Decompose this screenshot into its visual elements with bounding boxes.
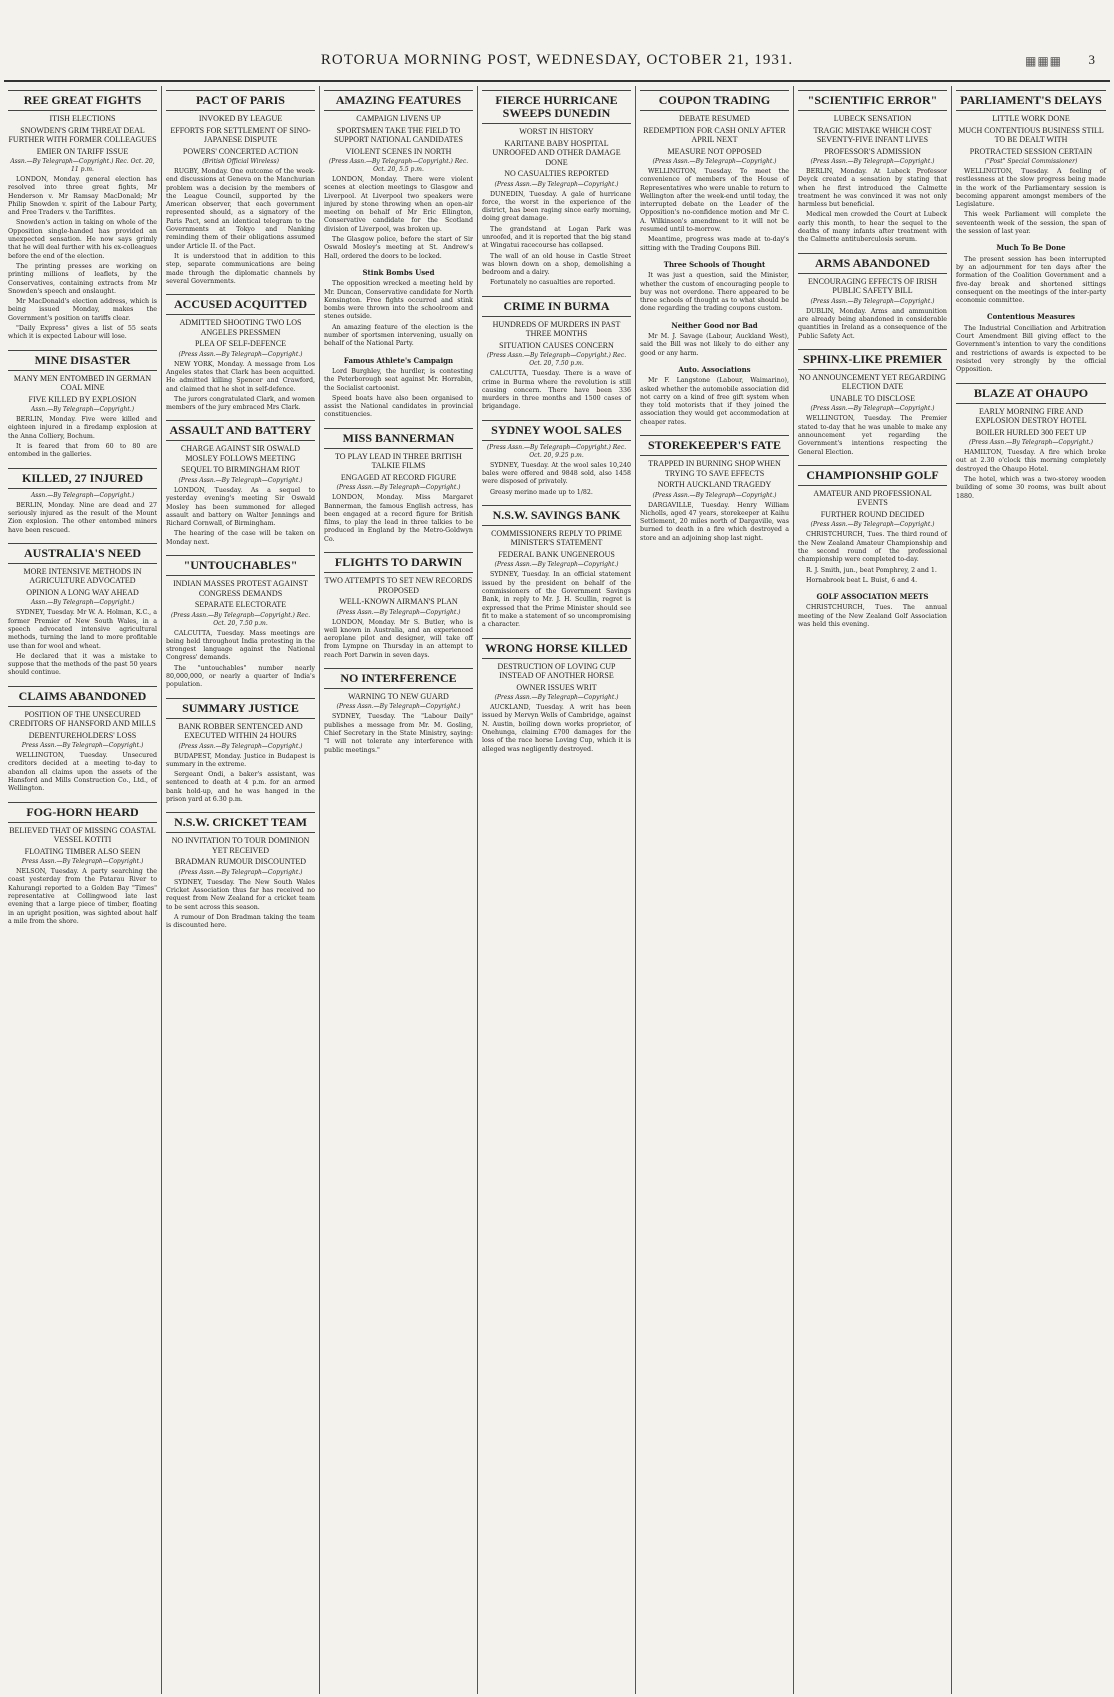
article-deck: MEASURE NOT OPPOSED: [667, 146, 762, 156]
article-deck: MORE INTENSIVE METHODS IN AGRICULTURE ADVOCATED: [23, 566, 142, 586]
news-column: [794, 86, 952, 1694]
article-body: [8, 416, 157, 459]
article-paragraph: Snowden's action in taking on whole of the Opposition single-handed has provided an unexpected sensation. He now says grimly that he will deal further with his ex-colleagues before the end of the election.: [8, 219, 157, 260]
article-dateline: (Press Assn.—By Telegraph—Copyright.): [652, 158, 777, 165]
article-deck: NO CASUALTIES REPORTED: [504, 169, 609, 178]
article-paragraph: Mr M. J. Savage (Labour, Auckland West), said the Bill was not likely to do either any good or any harm.: [640, 333, 789, 357]
news-article: [482, 296, 631, 412]
article-body: [640, 502, 789, 543]
article-body: [798, 308, 947, 341]
article-deck: POWERS' CONCERTED ACTION: [182, 146, 299, 156]
article-body: [640, 272, 789, 313]
article-headline: FOG-HORN HEARD: [8, 802, 157, 823]
article-deck: NO ANNOUNCEMENT YET REGARDING ELECTION DATE: [799, 372, 946, 392]
article-headline: PARLIAMENT'S DELAYS: [956, 90, 1106, 111]
article-body: [324, 713, 473, 754]
article-body: [482, 704, 631, 754]
article-deck: EFFORTS FOR SETTLEMENT OF SINO-JAPANESE DISPUTE: [170, 125, 311, 144]
article-paragraph: CHRISTCHURCH, Tues. The annual meeting of the New Zealand Golf Association was held this evening.: [798, 604, 947, 629]
article-paragraph: Meantime, progress was made at to-day's sitting with the Trading Coupons Bill.: [640, 236, 789, 252]
newspaper-logo: ▦▦▦: [1024, 54, 1062, 68]
article-paragraph: The "untouchables" number nearly 80,000,000, or nearly a quarter of India's population.: [166, 664, 315, 689]
news-article: [8, 90, 157, 342]
article-deck: WELL-KNOWN AIRMAN'S PLAN: [339, 597, 458, 606]
article-paragraph: AUCKLAND, Tuesday. A writ has been issued by Mervyn Wells of Cambridge, against N. Austin, boiling down works proprietor, of Onehunga, claiming £700 damages for the loss of the race horse Loving Cup, which it is alleged was negligently destroyed.: [482, 704, 631, 753]
article-deck: SITUATION CAUSES CONCERN: [499, 340, 614, 350]
article-paragraph: Hornabrook beat L. Buist, 6 and 4.: [806, 576, 918, 584]
article-paragraph: DUBLIN, Monday. Arms and ammunition are already being abandoned in considerable quantities in Ireland as a consequence of the Public Safety Act.: [798, 307, 947, 340]
news-article: [482, 420, 631, 497]
article-deck: FURTHER ROUND DECIDED: [820, 509, 925, 519]
article-headline: CHAMPIONSHIP GOLF: [798, 465, 947, 486]
article-headline: WRONG HORSE KILLED: [482, 638, 631, 659]
article-deck: SEPARATE ELECTORATE: [194, 600, 287, 610]
article-deck: CAMPAIGN LIVENS UP: [356, 114, 441, 123]
columns: [4, 86, 1110, 1694]
article-subheading: Neither Good nor Bad: [671, 320, 758, 330]
news-article: [324, 668, 473, 755]
article-paragraph: It was just a question, said the Minister, whether the custom of encouraging people to buy was not overdone. There appeared to be three schools of thought as to what should be done regarding the trading coupons custom.: [640, 272, 789, 313]
article-deck: INVOKED BY LEAGUE: [198, 114, 283, 123]
news-article: [324, 552, 473, 660]
news-article: [798, 253, 947, 341]
article-body: [324, 619, 473, 660]
article-dateline: (Press Assn.—By Telegraph—Copyright.): [494, 180, 619, 188]
article-headline: CRIME IN BURMA: [482, 296, 631, 317]
page-number: 3: [1088, 52, 1096, 67]
article-paragraph: Medical men crowded the Court at Lubeck early this month, to hear the sequel to the deaths of many infants after treatment with the Calmette antituberculosis serum.: [798, 211, 947, 244]
news-article: [166, 90, 315, 286]
article-deck: BELIEVED THAT OF MISSING COASTAL VESSEL KOTITI: [9, 825, 156, 845]
article-deck: TWO ATTEMPTS TO SET NEW RECORDS PROPOSED: [324, 576, 473, 595]
news-article: [8, 350, 157, 460]
news-column: [636, 86, 794, 1694]
article-deck: OPINION A LONG WAY AHEAD: [26, 587, 139, 597]
article-deck: WARNING TO NEW GUARD: [348, 691, 449, 701]
article-paragraph: Mr F. Langstone (Labour, Waimarino), asked whether the automobile association did not carry on a kind of free gift system when they told motorists that if they joined the association they would get accommodation at cheaper rates.: [640, 377, 789, 426]
article-paragraph: DUNEDIN, Tuesday. A gale of hurricane force, the worst in the experience of the district, has been raging since early morning, doing great damage.: [482, 190, 631, 223]
article-paragraph: SYDNEY, Tuesday. The New South Wales Cricket Association thus far has received no request from New Zealand for a cricket team to be sent across this season.: [166, 878, 315, 911]
article-body: [324, 494, 473, 544]
article-headline: ACCUSED ACQUITTED: [166, 294, 315, 315]
article-headline: SYDNEY WOOL SALES: [482, 420, 631, 441]
news-article: [640, 435, 789, 543]
news-column: [4, 86, 162, 1694]
article-headline: AUSTRALIA'S NEED: [8, 543, 157, 564]
news-article: [956, 90, 1106, 236]
article-paragraph: LONDON, Monday. Miss Margaret Bannerman, the famous English actress, has been engaged at a record figure for British films, to play the lead in three talkies to be produced in England by the Metro-Goldwyn Co.: [324, 494, 473, 543]
article-dateline: ("Post" Special Commissioner): [984, 158, 1078, 165]
news-article: [8, 686, 157, 794]
article-paragraph: The present session has been interrupted by an adjournment for ten days after the formation of the Coalition Government and a five-day break and shortened sittings consequent on the meetings of the inter-party economic committee.: [956, 255, 1106, 305]
article-deck: TRAGIC MISTAKE WHICH COST SEVENTY-FIVE INFANT LIVES: [813, 125, 932, 144]
article-deck: AMATEUR AND PROFESSIONAL EVENTS: [813, 488, 932, 508]
news-article: [640, 366, 789, 427]
article-subheading: Contentious Measures: [987, 312, 1075, 322]
article-paragraph: Mr MacDonald's election address, which is being issued Monday, makes the Government's position on tariffs clear.: [8, 298, 157, 322]
article-body: [640, 168, 789, 253]
masthead-title: ROTORUA MORNING POST, WEDNESDAY, OCTOBER 21, 1931.: [320, 52, 794, 68]
article-paragraph: Speed boats have also been organised to assist the National candidates in provincial constituencies.: [324, 394, 473, 419]
news-article: [640, 261, 789, 314]
news-column: [162, 86, 320, 1694]
news-article: [8, 802, 157, 927]
article-dateline: (Press Assn.—By Telegraph—Copyright.): [969, 439, 1093, 447]
article-deck: INDIAN MASSES PROTEST AGAINST CONGRESS DEMANDS: [173, 579, 308, 598]
article-body: [798, 168, 947, 245]
article-deck: BRADMAN RUMOUR DISCOUNTED: [174, 857, 307, 867]
news-article: [798, 593, 947, 629]
article-paragraph: NELSON, Tuesday. A party searching the coast yesterday from the Patarau River to Kahurangi reported to a Golden Bay "Times" representative at Collingwood late last evening that a large piece of timber, floating in an upright position, was sighted about half a mile from the shore.: [8, 868, 157, 925]
news-article: [166, 294, 315, 412]
article-dateline: Assn.—By Telegraph—Copyright.): [30, 599, 135, 607]
article-body: [166, 361, 315, 413]
article-body: [482, 191, 631, 288]
news-article: [8, 468, 157, 535]
article-body: [798, 604, 947, 629]
article-paragraph: BERLIN, Monday. Five were killed and eighteen injured in a firedamp explosion at the Anna Colliery, Bochum.: [8, 416, 157, 440]
article-paragraph: The jurors congratulated Clark, and women members of the jury embraced Mrs Clark.: [166, 395, 315, 412]
article-deck: ITISH ELECTIONS: [49, 114, 116, 123]
article-paragraph: This week Parliament will complete the seventeenth week of the session, the span of the session of last year.: [956, 211, 1106, 236]
article-paragraph: "Daily Express" gives a list of 55 seats which it is expected Labour will lose.: [8, 325, 157, 341]
article-paragraph: RUGBY, Monday. One outcome of the week-end discussions at Geneva on the Manchurian problem was a decision by the members of the League Council, supported by the American observer, that each government represented should, as a signatory of the Paris Pact, send an identical telegram to the Governments at Tokyo and Nanking reminding them of their obligations assumed under Article II. of the Pact.: [166, 168, 315, 250]
article-body: [324, 176, 473, 261]
article-paragraph: HAMILTON, Tuesday. A fire which broke out at 2.30 o'clock this morning completely destroyed the Ohaupo Hotel.: [956, 449, 1106, 473]
article-paragraph: The opposition wrecked a meeting held by Mr. Duncan, Conservative candidate for North Kensington. Free fights occurred and stink bombs were thrown into the schoolroom and stenes outside.: [324, 280, 473, 321]
article-deck: MANY MEN ENTOMBED IN GERMAN COAL MINE: [13, 373, 152, 393]
article-subheading: Much To Be Done: [996, 243, 1066, 253]
article-dateline: (Press Assn.—By Telegraph—Copyright.): [336, 608, 461, 616]
news-article: [798, 90, 947, 245]
article-paragraph: The printing presses are working on printing millions of leaflets, by the Conservatives, containing extracts from Mr Snowden's speech and onslaught.: [8, 262, 157, 295]
article-body: [8, 502, 157, 535]
article-paragraph: WELLINGTON, Tuesday. To meet the convenience of members of the House of Representatives who were unable to return to Wellington after the week-end until today, the interrupted debate on the Leader of the Opposition's no-confidence motion and Mr C. A. Wilkinson's amendment to it will not be resumed until to-morrow.: [640, 168, 789, 234]
article-deck: ENGAGED AT RECORD FIGURE: [340, 472, 457, 482]
article-headline: N.S.W. CRICKET TEAM: [166, 812, 315, 833]
article-headline: "SCIENTIFIC ERROR": [798, 90, 947, 111]
article-headline: COUPON TRADING: [640, 90, 789, 111]
news-article: [640, 322, 789, 358]
article-body: [482, 462, 631, 497]
article-dateline: (Press Assn.—By Telegraph—Copyright.): [336, 484, 461, 492]
article-headline: ARMS ABANDONED: [798, 253, 947, 274]
article-deck: DEBENTUREHOLDERS' LOSS: [28, 730, 137, 740]
article-deck: CHARGE AGAINST SIR OSWALD MOSLEY FOLLOWS MEETING: [180, 444, 301, 463]
article-dateline: (Press Assn.—By Telegraph—Copyright.) Rec. Oct. 20, 7.50 p.m.: [486, 352, 627, 368]
article-paragraph: An amazing feature of the election is the number of sportsmen intervening, usually on behalf of the National Party.: [324, 323, 473, 348]
article-subheading: Famous Athlete's Campaign: [343, 355, 454, 365]
article-dateline: (Press Assn.—By Telegraph—Copyright.) Rec. Oct. 20, 9.25 p.m.: [486, 443, 627, 459]
article-paragraph: A rumour of Don Bradman taking the team is discounted here.: [166, 914, 315, 930]
article-deck: KARITANE BABY HOSPITAL UNROOFED AND OTHER DAMAGE DONE: [492, 138, 621, 167]
article-deck: OWNER ISSUES WRIT: [516, 682, 597, 692]
article-body: [798, 415, 947, 456]
article-paragraph: WELLINGTON, Tuesday. Unsecured creditors decided at a meeting to-day to abandon all claims upon the assets of the Hansford and Mills Construction Co., Ltd., of Wellington.: [8, 752, 157, 793]
article-dateline: (Press Assn.—By Telegraph—Copyright.): [810, 521, 935, 529]
news-article: [482, 638, 631, 754]
article-paragraph: LONDON, Monday. There were violent scenes at election meetings to Glasgow and Liverpool. At Liverpool two speakers were injured by stone throwing when an open-air meeting on behalf of Mr Eric Ellington, Conservative candidate for the Scotland division of Liverpool, was broken up.: [324, 176, 473, 233]
article-paragraph: LONDON, Monday. Mr S. Butler, who is well known in Australia, and an experienced aeroplane pilot and designer, will take off from Lympne on Thursday in an attempt to reach Port Darwin in seven days.: [324, 618, 473, 659]
article-paragraph: The Glasgow police, before the start of Sir Oswald Mosley's meeting at St. Andrew's Hall, ordered the doors to be locked.: [324, 236, 473, 260]
article-deck: PROFESSOR'S ADMISSION: [824, 146, 921, 156]
news-article: [956, 313, 1106, 374]
article-body: [8, 868, 157, 926]
article-body: [324, 280, 473, 348]
article-deck: SNOWDEN'S GRIM THREAT DEAL FURTHER WITH FORMER COLLEAGUES: [8, 125, 157, 144]
article-headline: N.S.W. SAVINGS BANK: [482, 505, 631, 526]
article-dateline: (Press Assn.—By Telegraph—Copyright.): [178, 350, 303, 358]
article-dateline: (Press Assn.—By Telegraph—Copyright.): [810, 297, 935, 305]
article-paragraph: CALCUTTA, Tuesday. Mass meetings are being held throughout India protesting in the strongest language against the National Congress' demands.: [166, 629, 315, 662]
article-paragraph: The hotel, which was a two-storey wooden building of some 30 rooms, was built about 1880.: [956, 475, 1106, 500]
article-deck: REDEMPTION FOR CASH ONLY AFTER APRIL NEXT: [643, 125, 786, 144]
article-deck: FLOATING TIMBER ALSO SEEN: [24, 846, 141, 856]
article-deck: TRAPPED IN BURNING SHOP WHEN TRYING TO SAVE EFFECTS: [648, 459, 781, 478]
article-body: [482, 370, 631, 411]
news-column: [952, 86, 1110, 1694]
article-paragraph: CHRISTCHURCH, Tues. The third round of the New Zealand Amateur Championship and the second round of the professional championship were completed to-day.: [798, 531, 947, 564]
news-article: [166, 812, 315, 930]
news-article: [956, 244, 1106, 305]
article-deck: DESTRUCTION OF LOVING CUP INSTEAD OF ANOTHER HORSE: [497, 661, 616, 681]
article-dateline: (Press Assn.—By Telegraph—Copyright.) Rec. Oct. 20, 7.50 p.m.: [170, 611, 311, 627]
article-headline: ASSAULT AND BATTERY: [166, 420, 315, 441]
masthead: [0, 52, 1114, 82]
article-deck: FEDERAL BANK UNGENEROUS: [498, 549, 615, 559]
article-headline: CLAIMS ABANDONED: [8, 686, 157, 707]
article-paragraph: WELLINGTON, Tuesday. A feeling of restlessness at the slow progress being made in the work of the Parliamentary session is becoming apparent amongst members of the Legislature.: [956, 168, 1106, 209]
article-paragraph: SYDNEY, Tuesday. Mr W. A. Holman, K.C., a former Premier of New South Wales, in a speech advocated intensive agricultural methods, turning the land to more profitable use than for wool and wheat.: [8, 609, 157, 650]
article-headline: STOREKEEPER'S FATE: [640, 435, 789, 456]
article-paragraph: LONDON, Monday. general election has resolved into three great fights, Mr Henderson v. Mr Ramsay MacDonald; Mr Philip Snowden v. spirit of the Labour Party, and Free Traders v. the Tariffites.: [8, 176, 157, 217]
article-paragraph: Sergeant Ondi, a baker's assistant, was sentenced to death at 4 p.m. for an armed bank hold-up, and he was hanged in the prison yard at 6.30 p.m.: [166, 771, 315, 804]
article-subheading: Three Schools of Thought: [663, 259, 766, 269]
article-headline: BLAZE AT OHAUPO: [956, 383, 1106, 404]
article-headline: FLIGHTS TO DARWIN: [324, 552, 473, 573]
article-deck: PROTRACTED SESSION CERTAIN: [969, 146, 1093, 156]
article-headline: NO INTERFERENCE: [324, 668, 473, 689]
article-deck: NORTH AUCKLAND TRAGEDY: [657, 480, 772, 490]
article-dateline: Assn.—By Telegraph—Copyright.) Rec. Oct. 20, 11 p.m.: [10, 158, 155, 173]
article-body: [956, 168, 1106, 236]
article-deck: DEBATE RESUMED: [679, 114, 750, 123]
article-headline: SPHINX-LIKE PREMIER: [798, 349, 947, 370]
article-dateline: (Press Assn.—By Telegraph—Copyright.) Rec. Oct. 20, 5.5 p.m.: [328, 158, 469, 173]
article-dateline: (Press Assn.—By Telegraph—Copyright.): [178, 476, 303, 484]
article-paragraph: The wall of an old house in Castle Street was blown down on a shop, demolishing a bedroom and a dairy.: [482, 252, 631, 277]
article-headline: MINE DISASTER: [8, 350, 157, 371]
article-headline: MISS BANNERMAN: [324, 428, 473, 449]
article-body: [798, 531, 947, 585]
article-paragraph: BERLIN, Monday. At Lubeck Professor Deyck created a sensation by stating that when he first introduced the Calmette treatment he was convinced it was not only harmless but beneficial.: [798, 168, 947, 209]
article-subheading: Auto. Associations: [678, 364, 751, 374]
news-article: [166, 698, 315, 805]
article-deck: MUCH CONTENTIOUS BUSINESS STILL TO BE DEALT WITH: [958, 125, 1104, 144]
article-subheading: GOLF ASSOCIATION MEETS: [816, 592, 929, 602]
article-paragraph: The Industrial Conciliation and Arbitration Court Amendment Bill giving effect to the Government's intention to vary the conditions and restrictions of awards is expected to be resisted very strongly by the official Opposition.: [956, 324, 1106, 374]
article-paragraph: SYDNEY, Tuesday. At the wool sales 10,240 bales were offered and 9848 sold, also 1458 were disposed of privately.: [482, 461, 631, 486]
article-deck: FIVE KILLED BY EXPLOSION: [28, 394, 137, 404]
article-dateline: Press Assn.—By Telegraph—Copyright.): [21, 858, 144, 866]
article-dateline: (Press Assn.—By Telegraph—Copyright.): [494, 561, 619, 569]
article-paragraph: Greasy merino made up to 1/82.: [490, 488, 593, 496]
article-paragraph: LONDON, Tuesday. As a sequel to yesterday evening's meeting Sir Oswald Mosley has been summoned for alleged assault and battery on Walter Jennings and Richard Cornwall, of Birmingham.: [166, 486, 315, 528]
news-article: [8, 543, 157, 678]
article-body: [956, 256, 1106, 306]
article-paragraph: He declared that it was a mistake to suppose that the methods of the past 50 years should continue.: [8, 652, 157, 677]
article-headline: SUMMARY JUSTICE: [166, 698, 315, 719]
article-body: [956, 325, 1106, 375]
article-body: [956, 449, 1106, 501]
article-deck: EARLY MORNING FIRE AND EXPLOSION DESTROY HOTEL: [975, 406, 1087, 426]
article-headline: KILLED, 27 INJURED: [8, 468, 157, 489]
article-paragraph: BUDAPEST, Monday. Justice in Budapest is summary in the extreme.: [166, 752, 315, 768]
article-dateline: (Press Assn.—By Telegraph—Copyright.): [810, 158, 935, 165]
article-paragraph: WELLINGTON, Tuesday. The Premier stated to-day that he was unable to make any announcement yet regarding the Government's intentions respecting the General Election.: [798, 415, 947, 456]
article-dateline: Assn.—By Telegraph—Copyright.): [30, 491, 135, 499]
article-dateline: (Press Assn.—By Telegraph—Copyright.): [178, 868, 303, 876]
article-deck: SEQUEL TO BIRMINGHAM RIOT: [181, 465, 300, 475]
article-deck: BANK ROBBER SENTENCED AND EXECUTED WITHIN 24 HOURS: [178, 721, 303, 741]
article-paragraph: R. J. Smith, jun., beat Pomphrey, 2 and 1.: [806, 566, 937, 574]
article-paragraph: SYDNEY, Tuesday. In an official statement issued by the president on behalf of the commissioners of the Government Savings Bank, in reply to Mr. J. H. Scullin, regret is expressed that the Prime Minister should see fit to make a statement of so uncompromising a character.: [482, 571, 631, 629]
article-dateline: Press Assn.—By Telegraph—Copyright.): [21, 742, 144, 750]
article-deck: SPORTSMEN TAKE THE FIELD TO SUPPORT NATIONAL CANDIDATES: [334, 125, 463, 144]
article-body: [166, 168, 315, 286]
news-column: [478, 86, 636, 1694]
article-dateline: (British Official Wireless): [202, 158, 279, 165]
news-article: [798, 349, 947, 457]
article-paragraph: It is understood that in addition to this step, separate communications are being made through the diplomatic channels by several Governments.: [166, 252, 315, 285]
news-article: [324, 357, 473, 420]
article-paragraph: NEW YORK, Monday. A message from Los Angeles states that Clark has been acquitted. He admitted killing Spencer and Crawford, and claimed that he shot in self-defence.: [166, 360, 315, 393]
article-paragraph: DARGAVILLE, Tuesday. Henry William Nicholls, aged 47 years, storekeeper at Kaihu Settlement, 20 miles north of Dargaville, was burned to death in a fire which destroyed a store and an adjoining shop last night.: [640, 501, 789, 542]
article-deck: UNABLE TO DISCLOSE: [829, 393, 916, 403]
news-article: [166, 420, 315, 547]
article-paragraph: The grandstand at Logan Park was unroofed, and it is reported that the big stand at Wingatui racecourse has collapsed.: [482, 225, 631, 250]
article-paragraph: Lord Burghley, the hurdler, is contesting the Peterborough seat against Mr. Horrabin, the Socialist cartoonist.: [324, 367, 473, 392]
article-paragraph: Fortunately no casualties are reported.: [490, 279, 616, 287]
article-body: [640, 333, 789, 358]
article-body: [640, 377, 789, 427]
article-body: [166, 753, 315, 805]
article-deck: PLEA OF SELF-DEFENCE: [194, 339, 287, 349]
article-paragraph: The hearing of the case will be taken on Monday next.: [166, 530, 315, 546]
article-body: [8, 609, 157, 677]
article-headline: "UNTOUCHABLES": [166, 555, 315, 576]
article-deck: LITTLE WORK DONE: [992, 114, 1070, 123]
article-paragraph: CALCUTTA, Tuesday. There is a wave of crime in Burma where the revolution is still causing concern. There have been 336 murders in three months and 1500 cases of brigandage.: [482, 370, 631, 411]
article-deck: ADMITTED SHOOTING TWO LOS ANGELES PRESSMEN: [179, 318, 302, 337]
article-deck: COMMISSIONERS REPLY TO PRIME MINISTER'S STATEMENT: [491, 528, 622, 548]
article-paragraph: It is feared that from 60 to 80 are entombed in the galleries.: [8, 443, 157, 459]
news-article: [166, 555, 315, 690]
news-article: [482, 505, 631, 630]
news-article: [482, 90, 631, 288]
article-deck: TO PLAY LEAD IN THREE BRITISH TALKIE FILMS: [335, 451, 462, 471]
article-body: [166, 487, 315, 547]
article-body: [166, 879, 315, 931]
article-subheading: Stink Bombs Used: [362, 267, 435, 277]
article-dateline: (Press Assn.—By Telegraph—Copyright.): [652, 491, 777, 499]
article-paragraph: SYDNEY, Tuesday. The "Labour Daily" publishes a message from Mr. M. Gosling, Chief Secretary in the State Ministry, saying: "I will not tolerate any interference with public meetings.": [324, 713, 473, 754]
article-deck: EMIER ON TARIFF ISSUE: [36, 146, 129, 156]
article-paragraph: BERLIN, Monday. Nine are dead and 27 seriously injured as the result of the Mount Zion explosion. The other entombed miners have been rescued.: [8, 501, 157, 534]
news-article: [640, 90, 789, 253]
article-deck: WORST IN HISTORY: [519, 127, 594, 136]
article-dateline: (Press Assn.—By Telegraph—Copyright.): [494, 694, 619, 702]
article-deck: NO INVITATION TO TOUR DOMINION YET RECEIVED: [171, 836, 310, 855]
article-headline: AMAZING FEATURES: [324, 90, 473, 111]
article-body: [8, 752, 157, 793]
news-article: [956, 383, 1106, 501]
article-headline: FIERCE HURRICANE SWEEPS DUNEDIN: [482, 90, 631, 124]
article-deck: LUBECK SENSATION: [833, 114, 912, 123]
article-dateline: (Press Assn.—By Telegraph—Copyright.): [336, 703, 461, 711]
article-dateline: Assn.—By Telegraph—Copyright.): [30, 406, 135, 414]
article-body: [166, 630, 315, 690]
news-column: [320, 86, 478, 1694]
article-deck: VIOLENT SCENES IN NORTH: [345, 146, 452, 156]
article-deck: HUNDREDS OF MURDERS IN PAST THREE MONTHS: [492, 319, 621, 339]
article-dateline: (Press Assn.—By Telegraph—Copyright.): [810, 405, 935, 413]
news-article: [324, 269, 473, 349]
article-deck: BOILER HURLED 300 FEET UP: [975, 427, 1087, 437]
article-headline: REE GREAT FIGHTS: [8, 90, 157, 111]
article-dateline: (Press Assn.—By Telegraph—Copyright.): [178, 742, 303, 750]
article-body: [8, 176, 157, 342]
article-deck: POSITION OF THE UNSECURED CREDITORS OF HANSFORD AND MILLS: [9, 709, 156, 729]
article-headline: PACT OF PARIS: [166, 90, 315, 111]
news-article: [798, 465, 947, 585]
article-deck: ENCOURAGING EFFECTS OF IRISH PUBLIC SAFETY BILL: [807, 276, 938, 296]
masthead-rule: [4, 80, 1110, 82]
article-body: [324, 368, 473, 420]
news-article: [324, 428, 473, 544]
news-article: [324, 90, 473, 261]
article-body: [482, 571, 631, 629]
